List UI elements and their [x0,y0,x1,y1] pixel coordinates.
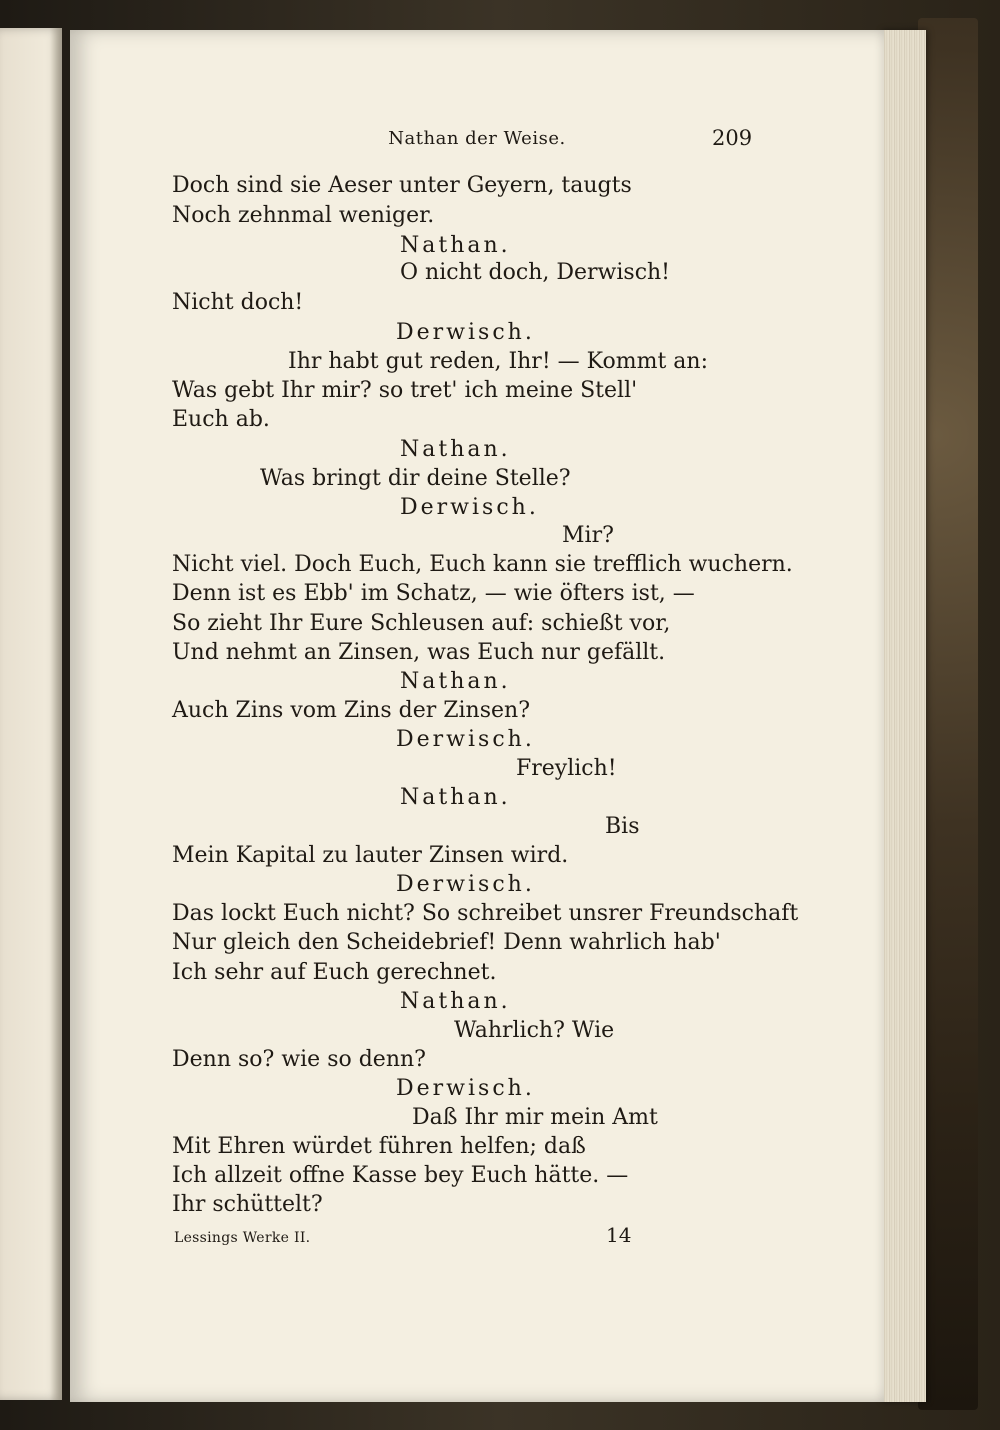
book-cover [918,18,978,1410]
verse-line: Mein Kapital zu lauter Zinsen wird. [172,843,569,868]
verse-line: Denn ist es Ebb' im Schatz, — wie öfters ist, — [172,581,695,606]
verse-line: Und nehmt an Zinsen, was Euch nur gefällt. [172,640,666,665]
verse-line: Nicht viel. Doch Euch, Euch kann sie trefflich wuchern. [172,552,793,577]
verse-line: So zieht Ihr Eure Schleusen auf: schießt vor, [172,611,671,636]
facing-page-edge [0,28,62,1400]
book-page [70,30,884,1402]
speaker-name: Derwisch. [396,727,535,752]
verse-line: O nicht doch, Derwisch! [400,260,671,285]
verse-line: Euch ab. [172,407,270,432]
speaker-name: Nathan. [400,437,511,462]
verse-line: Freylich! [516,756,617,781]
verse-line: Nur gleich den Scheidebrief! Denn wahrlich hab' [172,930,721,955]
speaker-name: Derwisch. [400,495,539,520]
speaker-name: Nathan. [400,785,511,810]
verse-line: Ihr schüttelt? [172,1192,323,1217]
verse-line: Ich sehr auf Euch gerechnet. [172,960,497,985]
page-number: 209 [712,126,753,150]
verse-line: Doch sind sie Aeser unter Geyern, taugts [172,173,632,198]
verse-line: Nicht doch! [172,290,304,315]
speaker-name: Nathan. [400,989,511,1014]
speaker-name: Nathan. [400,669,511,694]
verse-line: Bis [605,814,640,839]
speaker-name: Derwisch. [396,320,535,345]
verse-line: Mir? [562,523,614,548]
speaker-name: Nathan. [400,233,511,258]
verse-line: Auch Zins vom Zins der Zinsen? [172,698,530,723]
verse-line: Daß Ihr mir mein Amt [412,1105,658,1130]
verse-line: Ich allzeit offne Kasse bey Euch hätte. — [172,1163,629,1188]
verse-line: Was bringt dir deine Stelle? [260,466,571,491]
signature-mark: 14 [606,1223,632,1247]
verse-line: Wahrlich? Wie [454,1018,615,1043]
verse-line: Ihr habt gut reden, Ihr! — Kommt an: [288,349,708,374]
running-head: Nathan der Weise. [388,128,566,149]
footer-book-title: Lessings Werke II. [174,1230,311,1246]
speaker-name: Derwisch. [396,1076,535,1101]
page-edges [880,30,926,1402]
verse-line: Was gebt Ihr mir? so tret' ich meine Stell' [172,378,638,403]
verse-line: Noch zehnmal weniger. [172,203,435,228]
speaker-name: Derwisch. [396,872,535,897]
verse-line: Denn so? wie so denn? [172,1047,426,1072]
verse-line: Das lockt Euch nicht? So schreibet unsrer Freundschaft [172,901,799,926]
verse-line: Mit Ehren würdet führen helfen; daß [172,1134,586,1159]
